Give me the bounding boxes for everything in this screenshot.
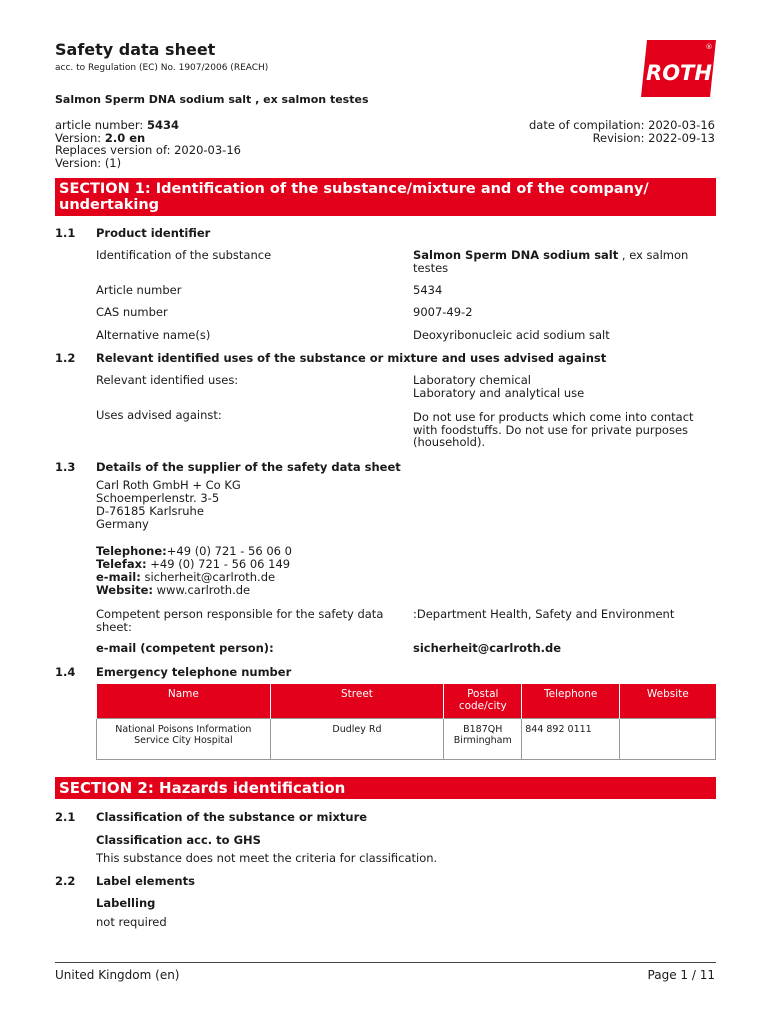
subsection-heading: Product identifier — [96, 226, 211, 240]
subheading: Classification acc. to GHS — [96, 833, 261, 847]
table-cell: 844 892 0111 — [522, 719, 620, 760]
section-number: 2.2 — [55, 874, 76, 888]
subsection-heading: Label elements — [96, 874, 195, 888]
field-label: Article number — [96, 283, 182, 297]
website-link[interactable]: www.carlroth.de — [153, 583, 251, 597]
column-header: Postal code/city — [444, 684, 522, 719]
section-number: 1.4 — [55, 665, 76, 679]
supplier-address: Carl Roth GmbH + Co KG Schoemperlenstr. 3-5 D-76185 Karlsruhe Germany — [96, 478, 241, 531]
page-number: Page 1 / 11 — [647, 968, 715, 982]
emergency-contacts-table — [96, 684, 716, 760]
subheading: Labelling — [96, 896, 156, 910]
roth-logo — [641, 40, 716, 97]
document-title: Safety data sheet — [55, 40, 216, 59]
column-header: Name — [97, 684, 271, 719]
field-value: 5434 — [413, 283, 443, 297]
section-number: 1.2 — [55, 351, 76, 365]
table-cell: National Poisons Information Service City Hospital — [97, 719, 271, 760]
field-value: Laboratory chemical Laboratory and analytical use — [413, 373, 585, 400]
field-label: Competent person responsible for the safety data sheet: — [96, 607, 384, 634]
subsection-heading: Emergency telephone number — [96, 665, 292, 679]
subsection-heading: Relevant identified uses of the substance or mixture and uses advised against — [96, 351, 607, 365]
field-label: Alternative name(s) — [96, 328, 211, 342]
field-value: Do not use for products which come into contact with foodstuffs. Do not use for private purposes (household). — [413, 410, 694, 449]
section-number: 1.3 — [55, 460, 76, 474]
section-2-header: SECTION 2: Hazards identification — [55, 777, 716, 799]
product-name: Salmon Sperm DNA sodium salt , ex salmon testes — [55, 93, 369, 106]
section-1-header: SECTION 1: Identification of the substance/mixture and of the company/ undertaking — [55, 178, 716, 216]
footer-divider — [55, 962, 716, 963]
column-header: Telephone — [522, 684, 620, 719]
field-label: Relevant identified uses: — [96, 373, 239, 387]
classification-text: This substance does not meet the criteria for classification. — [96, 851, 438, 865]
column-header: Street — [270, 684, 444, 719]
field-value: 9007-49-2 — [413, 305, 473, 319]
table-cell — [620, 719, 716, 760]
field-value: Salmon Sperm DNA sodium salt , ex salmon testes — [413, 248, 689, 275]
field-value: Deoxyribonucleic acid sodium salt — [413, 328, 610, 342]
table-cell: Dudley Rd — [270, 719, 444, 760]
table-header-row — [97, 684, 716, 719]
supplier-contact: Telephone:+49 (0) 721 - 56 06 0 Telefax: +49 (0) 721 - 56 06 149 e-mail: sicherheit@carlroth.de Website: www.carlroth.de — [96, 544, 292, 597]
column-header: Website — [620, 684, 716, 719]
table-row — [97, 719, 716, 760]
regulation-subtitle: acc. to Regulation (EC) No. 1907/2006 (REACH) — [55, 63, 269, 73]
field-label: Identification of the substance — [96, 248, 272, 262]
field-label: e-mail (competent person): — [96, 641, 274, 655]
subsection-heading: Details of the supplier of the safety data sheet — [96, 460, 401, 474]
section-number: 1.1 — [55, 226, 76, 240]
competent-email-link[interactable]: sicherheit@carlroth.de — [413, 641, 562, 655]
labelling-text: not required — [96, 915, 167, 929]
registered-mark: ® — [705, 43, 713, 51]
field-value: :Department Health, Safety and Environment — [413, 607, 675, 621]
field-label: Uses advised against: — [96, 408, 222, 422]
subsection-heading: Classification of the substance or mixture — [96, 810, 368, 824]
field-label: CAS number — [96, 305, 168, 319]
footer-locale: United Kingdom (en) — [55, 968, 180, 982]
section-number: 2.1 — [55, 810, 76, 824]
document-meta-left: article number: 5434 Version: 2.0 en Replaces version of: 2020-03-16 Version: (1) — [55, 118, 241, 170]
email-link[interactable]: sicherheit@carlroth.de — [140, 570, 276, 584]
table-cell: B187QH Birmingham — [444, 719, 522, 760]
document-meta-right: date of compilation: 2020-03-16 Revision: 2022-09-13 — [528, 118, 715, 145]
logo-text: ROTH — [646, 61, 712, 85]
